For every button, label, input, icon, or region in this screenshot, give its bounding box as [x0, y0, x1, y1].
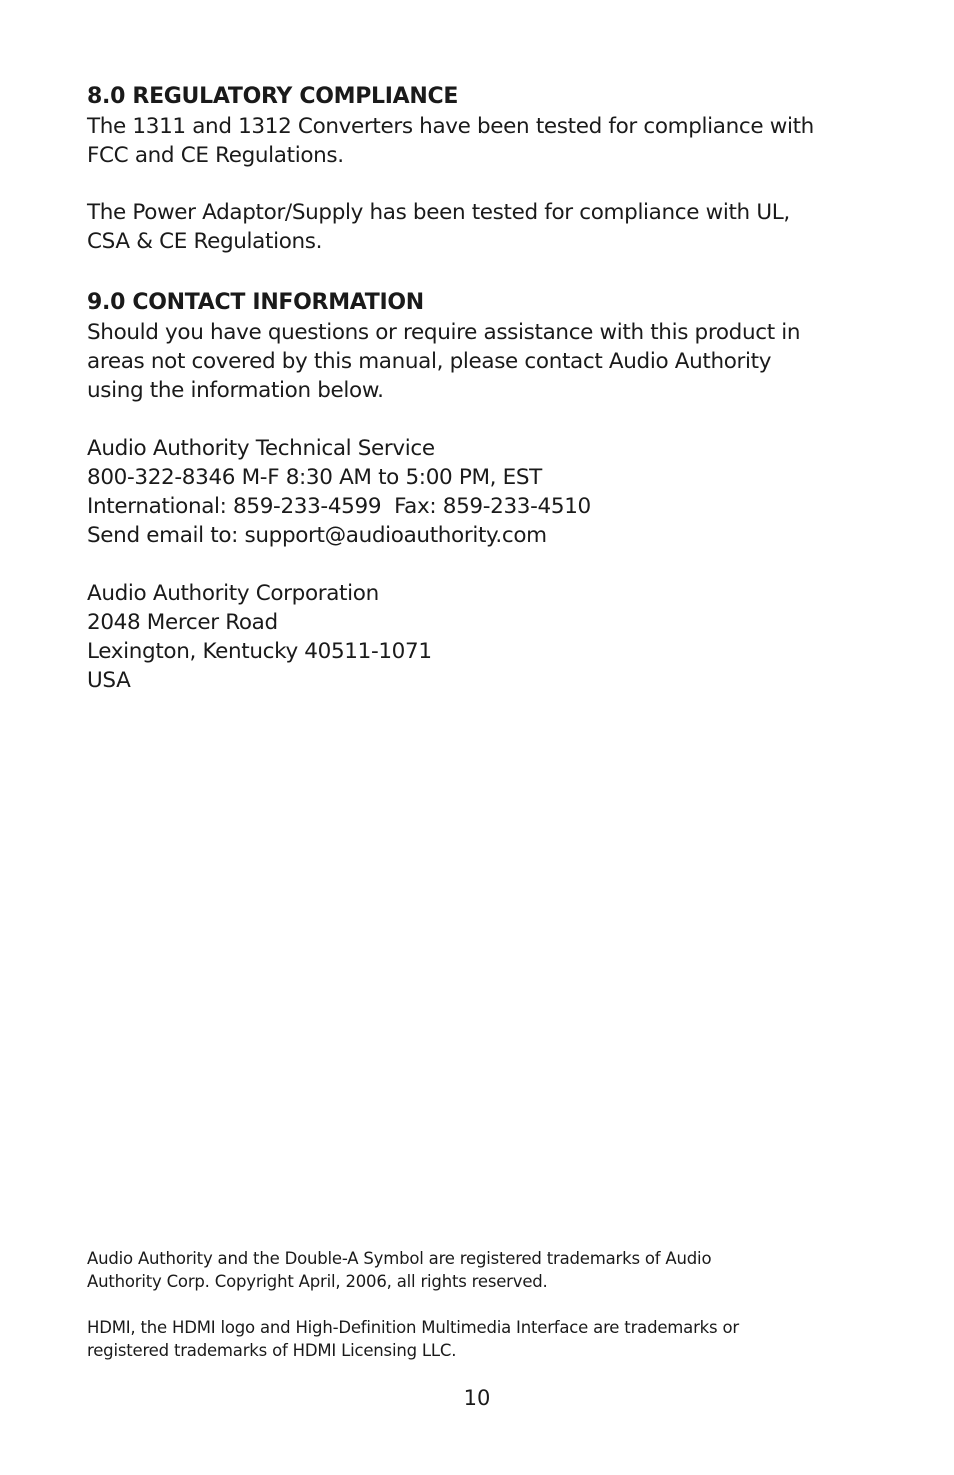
text-line: registered trademarks of HDMI Licensing LLC.	[87, 1341, 457, 1360]
hdmi-notice	[87, 1316, 877, 1362]
text-line: 2048 Mercer Road	[87, 610, 278, 635]
text-line: areas not covered by this manual, please contact Audio Authority	[87, 349, 772, 374]
document-page	[87, 82, 877, 695]
trademark-notice	[87, 1247, 877, 1293]
text-line: Authority Corp. Copyright April, 2006, all rights reserved.	[87, 1272, 548, 1291]
technical-service-block	[87, 434, 877, 550]
text-line: Should you have questions or require assistance with this product in	[87, 320, 801, 345]
international-fax-line: International: 859-233-4599 Fax: 859-233-4510	[87, 494, 591, 519]
text-line: CSA & CE Regulations.	[87, 229, 323, 254]
text-line: HDMI, the HDMI logo and High-Definition Multimedia Interface are trademarks or	[87, 1318, 739, 1337]
page-number: 10	[463, 1386, 491, 1410]
section-heading-regulatory: 8.0 REGULATORY COMPLIANCE	[87, 84, 459, 109]
regulatory-paragraph-1	[87, 112, 877, 170]
regulatory-paragraph-2	[87, 198, 877, 256]
text-line: Audio Authority Technical Service	[87, 436, 435, 461]
section-heading-contact: 9.0 CONTACT INFORMATION	[87, 290, 424, 315]
text-line: The Power Adaptor/Supply has been tested for compliance with UL,	[87, 200, 790, 225]
phone-line: 800-322-8346 M-F 8:30 AM to 5:00 PM, EST	[87, 465, 542, 490]
email-line: Send email to: support@audioauthority.com	[87, 523, 547, 548]
text-line: USA	[87, 668, 131, 693]
footer-notes	[87, 1247, 877, 1362]
contact-intro-paragraph	[87, 318, 877, 405]
text-line: Audio Authority and the Double-A Symbol are registered trademarks of Audio	[87, 1249, 712, 1268]
company-address-block	[87, 579, 877, 695]
text-line: FCC and CE Regulations.	[87, 143, 344, 168]
text-line: Lexington, Kentucky 40511-1071	[87, 639, 432, 664]
text-line: The 1311 and 1312 Converters have been tested for compliance with	[87, 114, 814, 139]
text-line: using the information below.	[87, 378, 384, 403]
text-line: Audio Authority Corporation	[87, 581, 379, 606]
